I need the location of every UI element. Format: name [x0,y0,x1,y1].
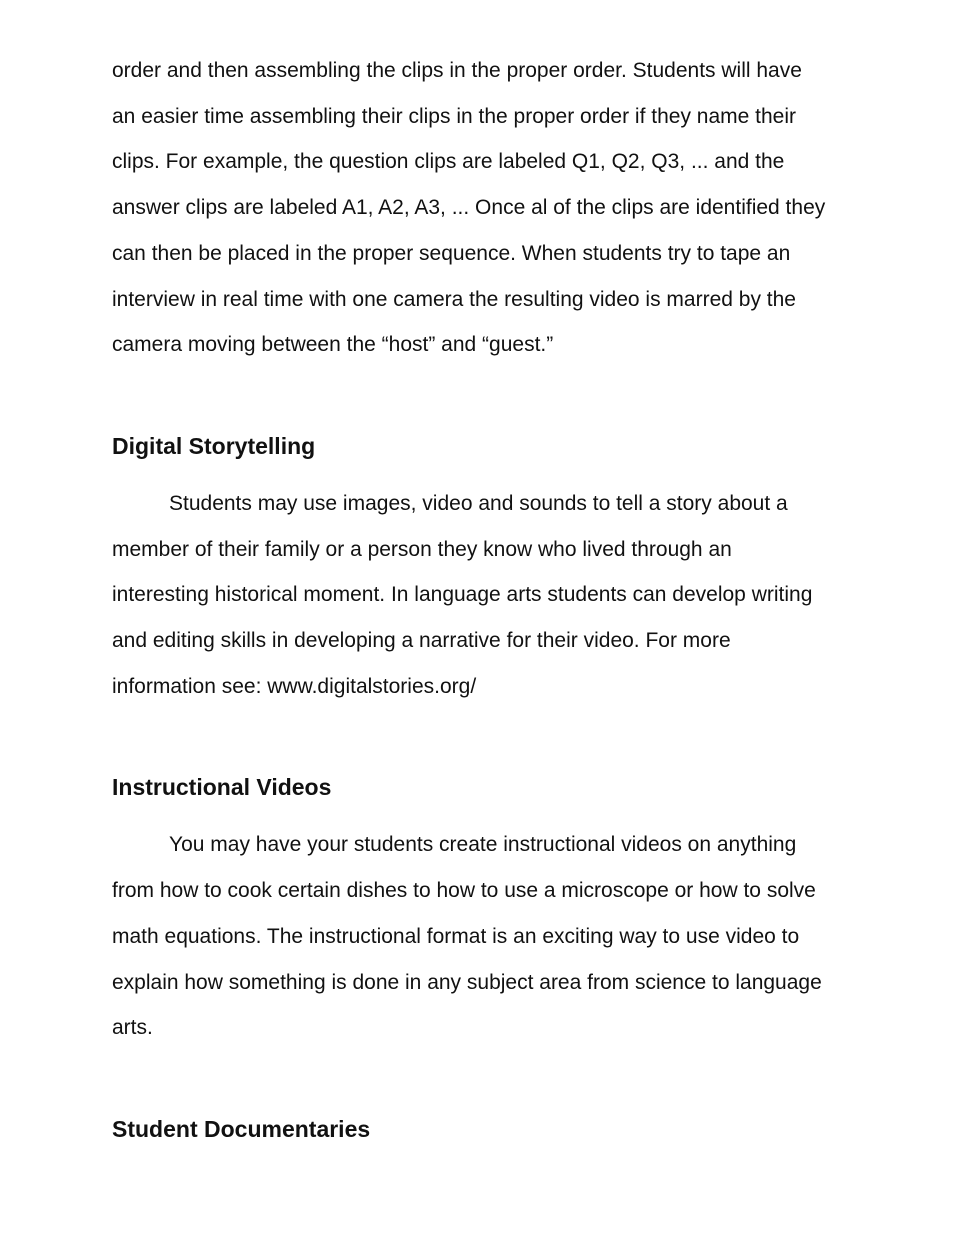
paragraph-line: interview in real time with one camera the resulting video is marred by the [112,287,796,311]
section-heading-instructional-videos: Instructional Videos [112,774,332,801]
paragraph-line: and editing skills in developing a narrative for their video. For more [112,629,731,653]
paragraph-line: order and then assembling the clips in the proper order. Students will have [112,59,802,82]
intro-paragraph [112,48,902,368]
heading-spacer [112,461,902,481]
paragraph-line: member of their family or a person they know who lived through an [112,537,732,561]
section-spacer [112,709,902,772]
section-spacer [112,1051,902,1114]
digital-storytelling-paragraph [112,481,902,710]
paragraph-line: math equations. The instructional format is an exciting way to use video to [112,924,800,948]
section-heading-student-documentaries: Student Documentaries [112,1115,371,1142]
section-heading-digital-storytelling: Digital Storytelling [112,432,316,459]
instructional-videos-paragraph [112,822,902,1051]
document-page [112,48,902,1144]
paragraph-line: from how to cook certain dishes to how to use a microscope or how to solve [112,879,816,903]
heading-spacer [112,802,902,822]
paragraph-line: camera moving between the “host” and “guest.” [112,333,554,357]
paragraph-line: can then be placed in the proper sequence. When students try to tape an [112,241,791,265]
paragraph-line: explain how something is done in any subject area from science to language [112,970,822,994]
paragraph-line: answer clips are labeled A1, A2, A3, ... Once al of the clips are identified they [112,196,826,220]
paragraph-line: an easier time assembling their clips in the proper order if they name their [112,104,796,128]
paragraph-line: clips. For example, the question clips are labeled Q1, Q2, Q3, ... and the [112,150,785,174]
paragraph-line: interesting historical moment. In language arts students can develop writing [112,583,813,607]
paragraph-line: You may have your students create instructional videos on anything [169,833,797,857]
section-spacer [112,368,902,431]
paragraph-line: arts. [112,1016,153,1040]
paragraph-line: information see: www.digitalstories.org/ [112,674,477,698]
paragraph-line: Students may use images, video and sounds to tell a story about a [169,491,788,515]
